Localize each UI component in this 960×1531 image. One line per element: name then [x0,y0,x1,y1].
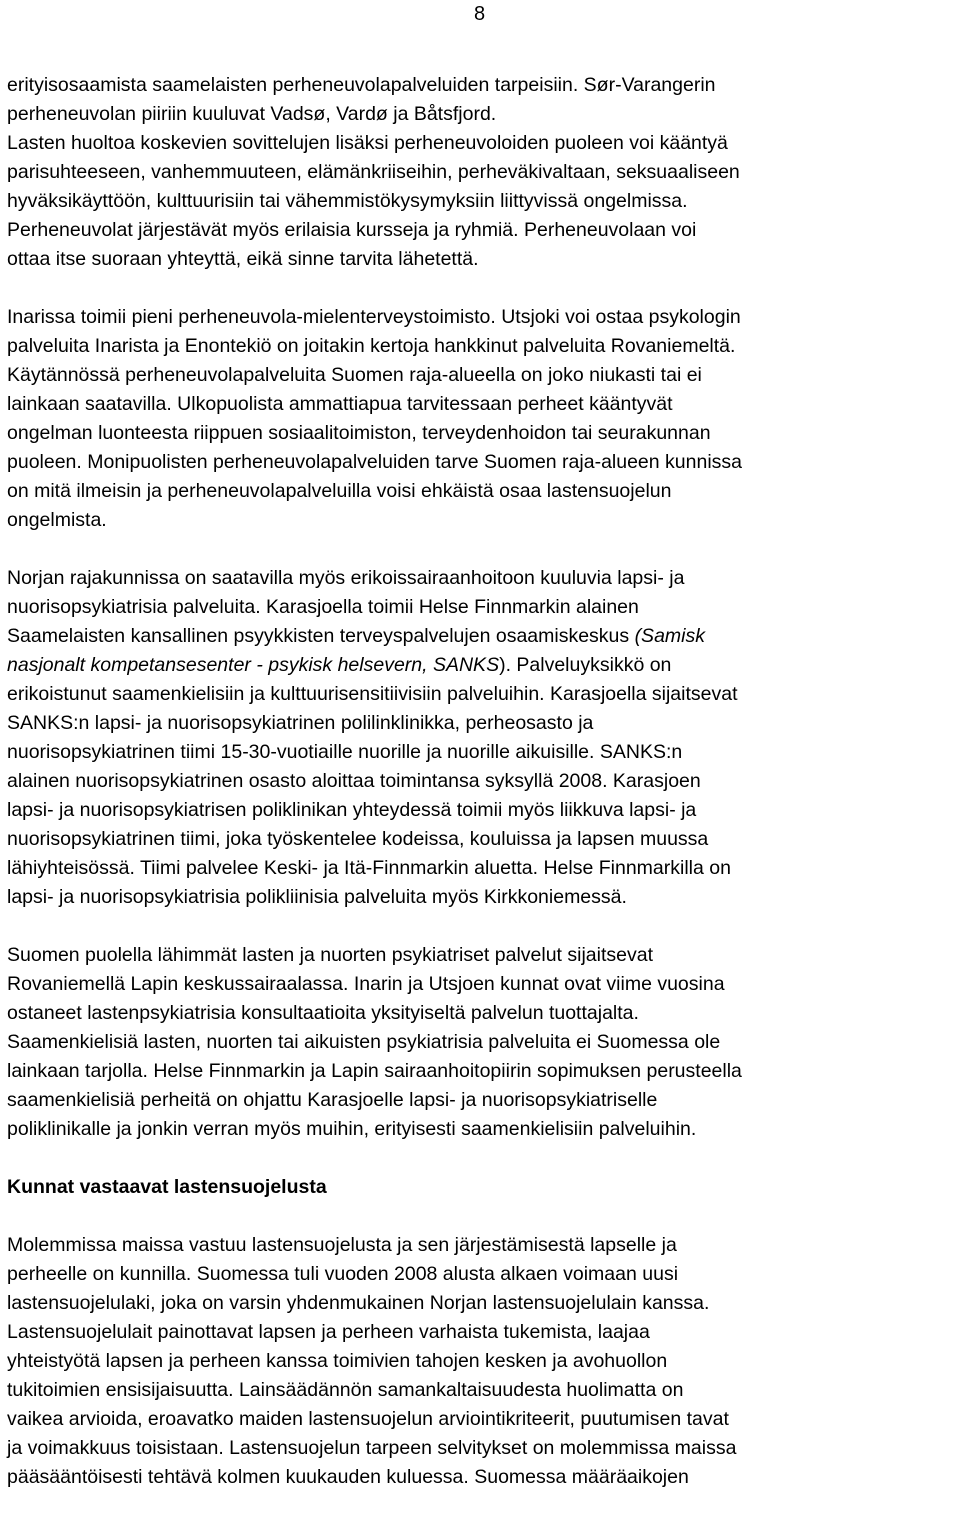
text-line-part: Saamelaisten kansallinen psyykkisten terveyspalvelujen osaamiskeskus [7,625,635,647]
text-line: puoleen. Monipuolisten perheneuvolapalveluiden tarve Suomen raja-alueen kunnissa [7,451,743,473]
text-line: Käytännössä perheneuvolapalveluita Suomen raja-alueella on joko niukasti tai ei [7,364,702,386]
text-line: Lastensuojelulait painottavat lapsen ja perheen varhaista tukemista, laajaa [7,1321,650,1343]
italic-text: nasjonalt kompetansesenter - psykisk helsevern, SANKS [7,654,500,676]
text-line: saamenkielisiä perheitä on ohjattu Karasjoelle lapsi- ja nuorisopsykiatriselle [7,1089,658,1111]
text-line: pääsääntöisesti tehtävä kolmen kuukauden kuluessa. Suomessa määräaikojen [7,1466,689,1488]
text-line [7,651,957,680]
text-line: palveluita Inarista ja Enontekiö on joitakin kertoja hankkinut palveluita Rovaniemeltä. [7,335,736,357]
text-line: Lasten huoltoa koskevien sovittelujen lisäksi perheneuvoloiden puoleen voi kääntyä [7,132,728,154]
text-line: ongelman luonteesta riippuen sosiaalitoimiston, terveydenhoidon tai seurakunnan [7,422,711,444]
text-line: erikoistunut saamenkielisiin ja kulttuurisensitiivisiin palveluihin. Karasjoella sijaitsevat [7,683,738,705]
text-line: ostaneet lastenpsykiatrisia konsultaatioita yksityiseltä palvelun tuottajalta. [7,1002,639,1024]
text-line: perheneuvolan piiriin kuuluvat Vadsø, Vardø ja Båtsfjord. [7,103,497,125]
text-line: Norjan rajakunnissa on saatavilla myös erikoissairaanhoitoon kuuluvia lapsi- ja [7,567,685,589]
text-line: hyväksikäyttöön, kulttuurisiin tai vähemmistökysymyksiin liittyvissä ongelmissa. [7,190,688,212]
text-line: erityisosaamista saamelaisten perheneuvolapalveluiden tarpeisiin. Sør-Varangerin [7,74,716,96]
text-line: ja voimakkuus toisistaan. Lastensuojelun tarpeen selvitykset on molemmissa maissa [7,1437,737,1459]
text-line: ongelmista. [7,509,107,531]
paragraph-child-protection [7,1231,957,1492]
paragraph-psychiatric-services-norway [7,564,957,912]
italic-text: (Samisk [634,625,705,647]
text-line: lastensuojelulaki, joka on varsin yhdenmukainen Norjan lastensuojelulain kanssa. [7,1292,710,1314]
document-body [7,71,957,1492]
text-line: lainkaan tarjolla. Helse Finnmarkin ja Lapin sairaanhoitopiirin sopimuksen perusteella [7,1060,742,1082]
text-line: alainen nuorisopsykiatrinen osasto aloittaa toimintansa syksyllä 2008. Karasjoen [7,770,701,792]
text-line: Rovaniemellä Lapin keskussairaalassa. Inarin ja Utsjoen kunnat ovat viime vuosina [7,973,725,995]
paragraph-family-counselling-finland [7,303,957,535]
text-line: perheelle on kunnilla. Suomessa tuli vuoden 2008 alusta alkaen voimaan uusi [7,1263,679,1285]
paragraph-psychiatric-services-finland [7,941,957,1144]
text-line: nuorisopsykiatrisia palveluita. Karasjoella toimii Helse Finnmarkin alainen [7,596,639,618]
text-line: SANKS:n lapsi- ja nuorisopsykiatrinen polilinklinikka, perheosasto ja [7,712,594,734]
text-line: nuorisopsykiatrinen tiimi, joka työskentelee kodeissa, kouluissa ja lapsen muussa [7,828,709,850]
text-line: Inarissa toimii pieni perheneuvola-mielenterveystoimisto. Utsjoki voi ostaa psykologin [7,306,741,328]
text-line: ottaa itse suoraan yhteyttä, eikä sinne tarvita lähetettä. [7,248,479,270]
text-line: lainkaan saatavilla. Ulkopuolista ammattiapua tarvitessaan perheet kääntyvät [7,393,673,415]
text-line: lähiyhteisössä. Tiimi palvelee Keski- ja Itä-Finnmarkin aluetta. Helse Finnmarkilla on [7,857,731,879]
text-line: yhteistyötä lapsen ja perheen kanssa toimivien tahojen kesken ja avohuollon [7,1350,668,1372]
section-heading: Kunnat vastaavat lastensuojelusta [7,1176,327,1198]
paragraph-family-counselling-norway [7,71,957,274]
text-line: poliklinikalle ja jonkin verran myös muihin, erityisesti saamenkielisiin palveluihin. [7,1118,697,1140]
text-line: tukitoimien ensisijaisuutta. Lainsäädännön samankaltaisuudesta huolimatta on [7,1379,684,1401]
text-line: nuorisopsykiatrinen tiimi 15-30-vuotiaille nuorille ja nuorille aikuisille. SANKS:n [7,741,683,763]
text-line: Perheneuvolat järjestävät myös erilaisia kursseja ja ryhmiä. Perheneuvolaan voi [7,219,697,241]
page-number: 8 [474,3,486,25]
text-line: on mitä ilmeisin ja perheneuvolapalveluilla voisi ehkäistä osaa lastensuojelun [7,480,672,502]
text-line-part: ). Palveluyksikkö on [499,654,672,676]
text-line: vaikea arvioida, eroavatko maiden lastensuojelun arviointikriteerit, puutumisen tavat [7,1408,729,1430]
text-line [7,622,957,651]
text-line: lapsi- ja nuorisopsykiatrisen poliklinikan yhteydessä toimii myös liikkuva lapsi- ja [7,799,697,821]
text-line: Molemmissa maissa vastuu lastensuojelusta ja sen järjestämisestä lapselle ja [7,1234,677,1256]
text-line: Saamenkielisiä lasten, nuorten tai aikuisten psykiatrisia palveluita ei Suomessa ole [7,1031,721,1053]
text-line: lapsi- ja nuorisopsykiatrisia polikliinisia palveluita myös Kirkkoniemessä. [7,886,627,908]
text-line: Suomen puolella lähimmät lasten ja nuorten psykiatriset palvelut sijaitsevat [7,944,654,966]
text-line: parisuhteeseen, vanhemmuuteen, elämänkriiseihin, perheväkivaltaan, seksuaaliseen [7,161,740,183]
